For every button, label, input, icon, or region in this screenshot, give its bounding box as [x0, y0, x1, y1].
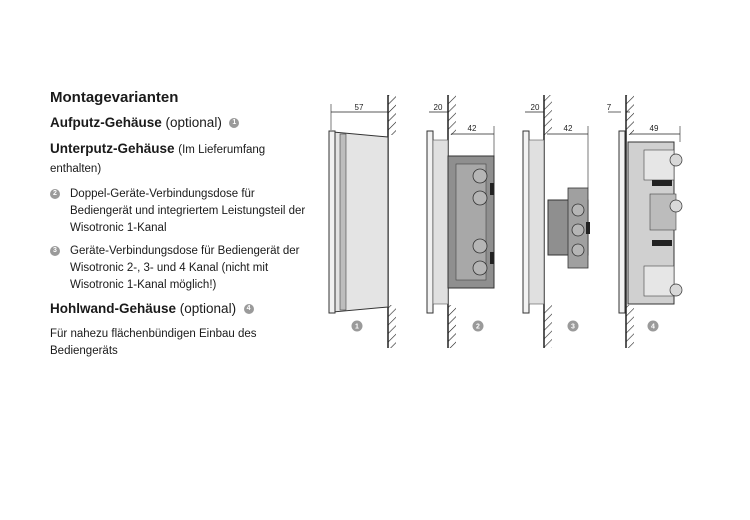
diagram-1 — [329, 95, 396, 348]
front-plate-4 — [619, 131, 625, 313]
wall-lower-1 — [388, 305, 396, 348]
section-title: Montagevarianten — [50, 89, 179, 106]
variant2-note: (Im Lieferumfang enthalten) — [50, 144, 266, 175]
variant3-text: Für nahezu flächenbündigen Einbau des Bediengeräts — [50, 328, 257, 357]
diagram-3 — [523, 95, 590, 348]
variant1-title: Aufputz-Gehäuse — [50, 115, 162, 130]
front-plate-1 — [329, 131, 335, 313]
variant3-title: Hohlwand-Gehäuse — [50, 301, 177, 316]
svg-text:4: 4 — [651, 323, 655, 331]
front-plate-2 — [427, 131, 433, 313]
front-plate-3 — [523, 131, 529, 313]
variant2-item-2-text: Geräte-Verbindungsdose für Bediengerät der Wisotronic 2-, 3- und 4 Kanal (nicht mit Wisotronic 1-Kanal möglich!) — [70, 245, 300, 291]
dim-label-4a: 7 — [606, 103, 612, 112]
variant2-item-1-badge: 2 — [50, 189, 60, 199]
diagram-4 — [607, 95, 682, 348]
svg-text:2: 2 — [476, 323, 480, 331]
variant2-item-2-badge: 3 — [50, 246, 60, 256]
dim-label-1: 57 — [354, 103, 364, 112]
dim-label-2b: 42 — [467, 124, 477, 133]
variant3-suffix: (optional) — [179, 301, 237, 316]
svg-text:3: 3 — [571, 323, 575, 331]
variant1-suffix: (optional) — [165, 115, 222, 130]
variant2-item-1-text: Doppel-Geräte-Verbindungsdose für Bediengerät und integriertem Leistungsteil der Wisotronic 1-Kanal — [70, 188, 306, 234]
housing-rim — [340, 134, 346, 310]
variant1-badge: 1 — [229, 118, 239, 128]
dim-label-3a: 20 — [530, 103, 540, 112]
dim-label-4b: 49 — [649, 124, 659, 133]
variant2-title: Unterputz-Gehäuse — [50, 141, 175, 156]
variant3-badge: 4 — [244, 304, 254, 314]
diagram-2 — [427, 95, 494, 348]
svg-text:1: 1 — [355, 323, 359, 331]
wall-upper-1 — [388, 95, 396, 135]
dim-label-2a: 20 — [433, 103, 443, 112]
dim-label-3b: 42 — [563, 124, 573, 133]
